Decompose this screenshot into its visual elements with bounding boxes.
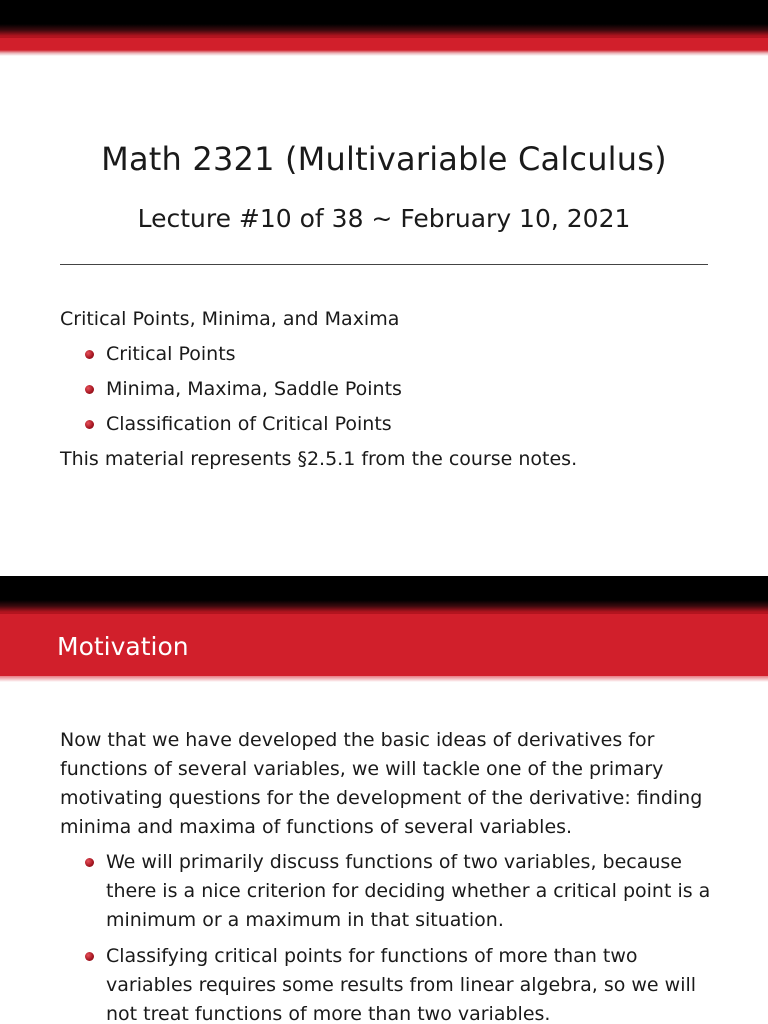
top-red-band: [0, 38, 768, 56]
title-divider: [60, 264, 708, 265]
list-item: [60, 372, 720, 407]
body-paragraph: Now that we have developed the basic ideas of derivatives for functions of several variables, we will tackle one of the primary motivating questions for the development of the derivative: finding minima and maxima of functions of several variables.: [60, 729, 703, 838]
outline-section: [60, 302, 720, 477]
outline-closing: This material represents §2.5.1 from the course notes.: [60, 448, 578, 470]
motivation-slide: [0, 576, 768, 1024]
list-item: [60, 337, 720, 372]
slide-subtitle: Lecture #10 of 38 ∼ February 10, 2021: [137, 204, 631, 233]
bullet-icon: [85, 952, 94, 961]
list-item-text: Classification of Critical Points: [106, 413, 392, 435]
frame-title: Motivation: [57, 632, 189, 661]
bullet-icon: [85, 385, 94, 394]
outline-list: [60, 337, 720, 442]
list-item: [60, 942, 730, 1024]
list-item-text: Classifying critical points for functions of more than two variables requires some results from linear algebra, so we will not treat functions of more than two variables.: [106, 945, 697, 1024]
bullet-icon: [85, 350, 94, 359]
list-item-text: We will primarily discuss functions of two variables, because there is a nice criterion for deciding whether a critical point is a minimum or a maximum in that situation.: [106, 851, 711, 931]
outline-intro: Critical Points, Minima, and Maxima: [60, 308, 400, 330]
list-item-text: Minima, Maxima, Saddle Points: [106, 378, 402, 400]
top-black-bar: [0, 576, 768, 614]
list-item-text: Critical Points: [106, 343, 236, 365]
slide-title: Math 2321 (Multivariable Calculus): [101, 140, 667, 178]
top-black-bar: [0, 0, 768, 38]
bullet-icon: [85, 858, 94, 867]
bullet-icon: [85, 420, 94, 429]
frame-header-shadow: [0, 676, 768, 682]
list-item: [60, 848, 730, 935]
frame-body: [60, 726, 730, 1024]
list-item: [60, 407, 720, 442]
body-list: [60, 848, 730, 1024]
